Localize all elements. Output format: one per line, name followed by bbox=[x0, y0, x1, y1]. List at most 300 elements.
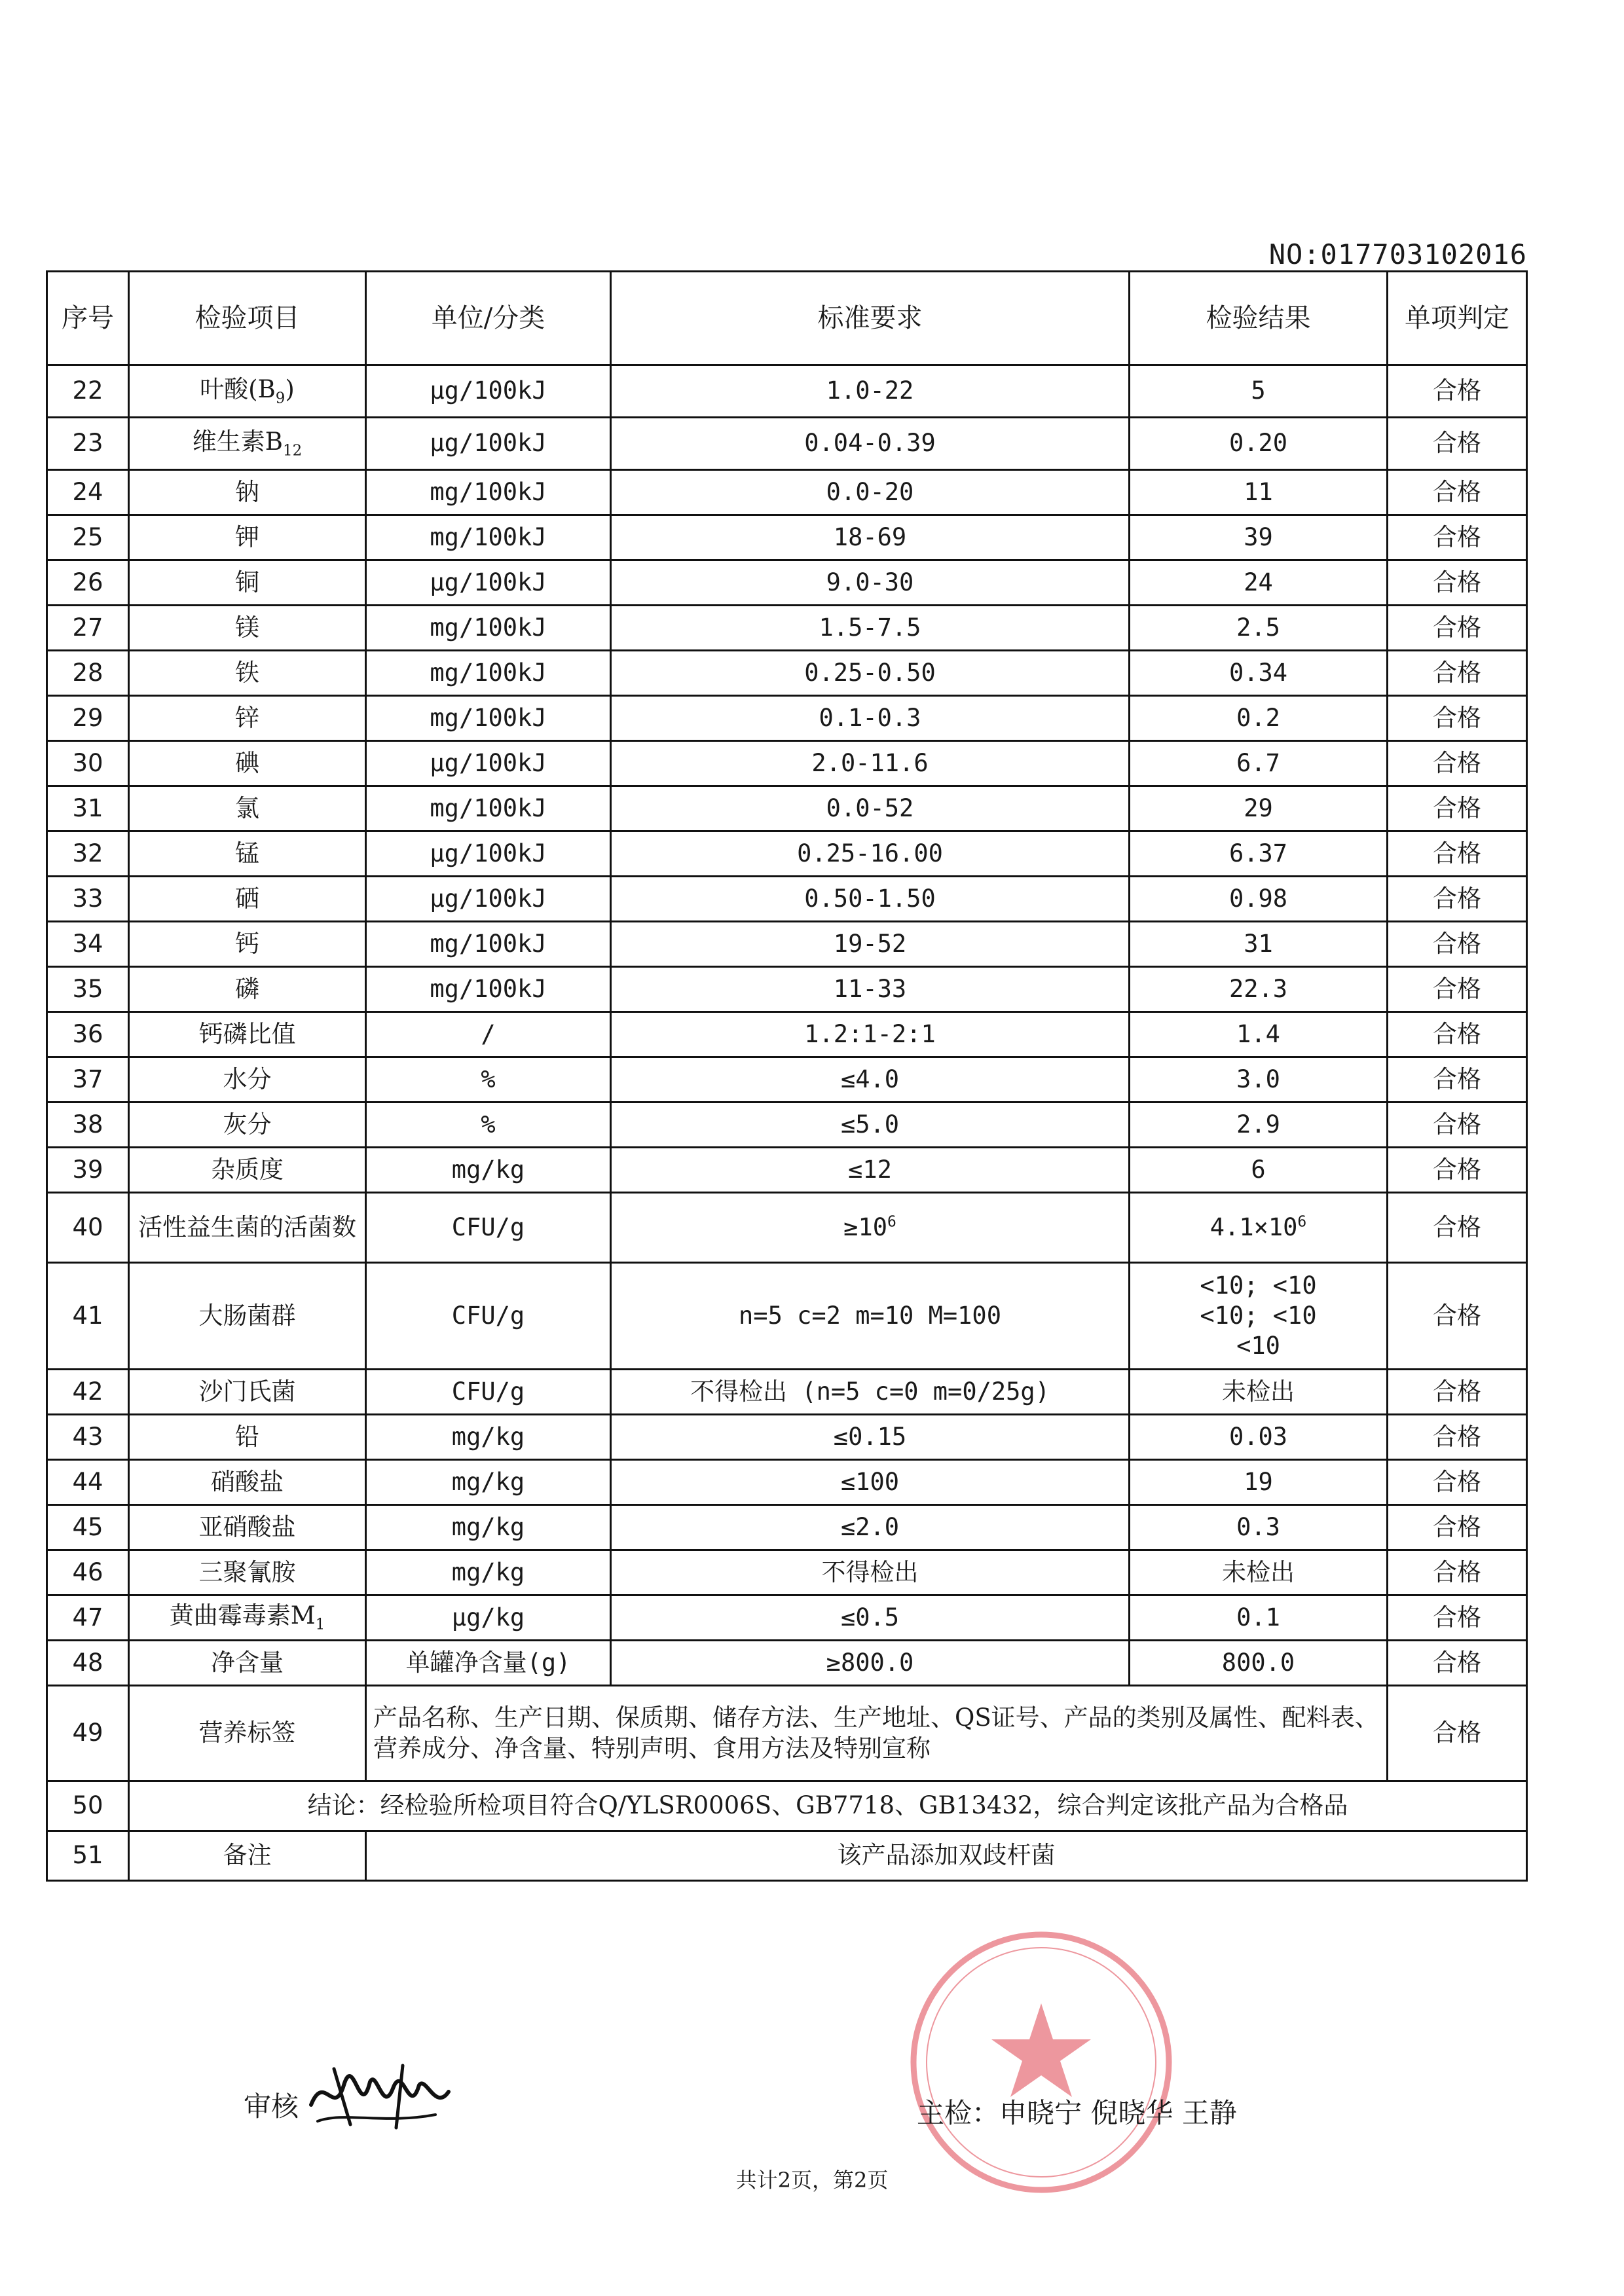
row-item: 备注 bbox=[129, 1831, 366, 1881]
table-row bbox=[47, 877, 1527, 922]
row-judgement bbox=[1388, 831, 1527, 877]
table-header-row bbox=[47, 272, 1527, 365]
row-unit-text: mg/100kJ bbox=[430, 613, 547, 642]
row-standard-text: 0.50-1.50 bbox=[804, 884, 936, 913]
row-unit-text: μg/100kJ bbox=[430, 429, 547, 458]
row-standard-text: ≤100 bbox=[840, 1467, 900, 1496]
item-suffix: ) bbox=[285, 374, 295, 403]
row-judgement bbox=[1388, 1415, 1527, 1460]
reviewer-label: 审核 bbox=[244, 2090, 299, 2123]
row-unit-text: mg/100kJ bbox=[430, 793, 547, 822]
table-row bbox=[47, 1415, 1527, 1460]
row-item-text: 净含量 bbox=[211, 1648, 284, 1677]
row-result bbox=[1130, 1415, 1388, 1460]
row-standard-text: ≥800.0 bbox=[826, 1648, 914, 1677]
row-judgement bbox=[1388, 1550, 1527, 1595]
table-row bbox=[47, 1102, 1527, 1148]
row-item-text: 氯 bbox=[235, 793, 259, 822]
row-no bbox=[47, 470, 129, 515]
row-no bbox=[47, 365, 129, 418]
table-row bbox=[47, 1370, 1527, 1415]
row-item bbox=[129, 1415, 366, 1460]
row-unit bbox=[366, 1102, 611, 1148]
row-no-text: 24 bbox=[72, 477, 103, 506]
row-judgement bbox=[1388, 877, 1527, 922]
official-seal bbox=[904, 1925, 1179, 2200]
row-no bbox=[47, 560, 129, 606]
page-info: 共计2页，第2页 bbox=[735, 2168, 889, 2193]
row-standard-text: 0.1-0.3 bbox=[819, 703, 921, 732]
row-item bbox=[129, 1550, 366, 1595]
row-unit-text: mg/kg bbox=[451, 1512, 525, 1541]
row-item bbox=[129, 967, 366, 1012]
row-judgement bbox=[1388, 1505, 1527, 1550]
row-judgement-text: 合格 bbox=[1433, 1422, 1481, 1451]
table-row bbox=[47, 1505, 1527, 1550]
row-no-text: 46 bbox=[72, 1558, 103, 1586]
row-unit bbox=[366, 741, 611, 786]
row-no bbox=[47, 515, 129, 560]
row-standard-text: 0.0-52 bbox=[826, 793, 914, 822]
row-result bbox=[1130, 1148, 1388, 1193]
row-unit-text: / bbox=[481, 1019, 496, 1048]
row-no-text: 30 bbox=[72, 748, 103, 777]
table-row bbox=[47, 470, 1527, 515]
row-no bbox=[47, 1102, 129, 1148]
row-result bbox=[1130, 651, 1388, 696]
row-standard bbox=[611, 1057, 1130, 1102]
row-no-text: 45 bbox=[72, 1512, 103, 1541]
row-unit bbox=[366, 1595, 611, 1641]
row-item-text: 灰分 bbox=[223, 1110, 272, 1139]
row-result-text: 800.0 bbox=[1221, 1648, 1295, 1677]
row-result-text: 24 bbox=[1244, 568, 1273, 596]
row-result-text: 0.34 bbox=[1228, 658, 1288, 687]
row-item-text: 钠 bbox=[235, 477, 259, 506]
row-judgement-text: 合格 bbox=[1433, 1019, 1481, 1048]
row-no bbox=[47, 877, 129, 922]
row-item-text: 大肠菌群 bbox=[198, 1301, 296, 1330]
row-no bbox=[47, 606, 129, 651]
row-judgement bbox=[1388, 967, 1527, 1012]
table-row bbox=[47, 1057, 1527, 1102]
row-standard bbox=[611, 922, 1130, 967]
row-judgement bbox=[1388, 606, 1527, 651]
row-item-text: 磷 bbox=[235, 974, 259, 1003]
header-item: 检验项目 bbox=[129, 272, 366, 365]
row-unit-text: % bbox=[481, 1110, 496, 1139]
row-result-text: 11 bbox=[1244, 477, 1273, 506]
row-no-text: 32 bbox=[72, 839, 103, 867]
row-item-text: 铁 bbox=[235, 658, 259, 687]
row-unit-text: % bbox=[481, 1065, 496, 1093]
row-standard bbox=[611, 418, 1130, 470]
row-result-text: 0.2 bbox=[1236, 703, 1280, 732]
row-result bbox=[1130, 877, 1388, 922]
row-unit-text: mg/100kJ bbox=[430, 929, 547, 958]
table-row bbox=[47, 1641, 1527, 1686]
row-unit-text: μg/100kJ bbox=[430, 839, 547, 867]
row-no-text: 22 bbox=[72, 376, 103, 405]
row-unit-text: mg/kg bbox=[451, 1558, 525, 1586]
row-standard-text: 0.04-0.39 bbox=[804, 429, 936, 458]
row-standard bbox=[611, 831, 1130, 877]
row-judgement-text: 合格 bbox=[1433, 1558, 1481, 1586]
row-item-text: 锰 bbox=[235, 839, 259, 867]
row-item-text: 杂质度 bbox=[211, 1155, 284, 1184]
row-no-text: 43 bbox=[72, 1422, 103, 1451]
row-result bbox=[1130, 1595, 1388, 1641]
row-result bbox=[1130, 1505, 1388, 1550]
row-no bbox=[47, 418, 129, 470]
table-row bbox=[47, 560, 1527, 606]
row-judgement bbox=[1388, 1370, 1527, 1415]
row-standard-text: ≤12 bbox=[848, 1155, 892, 1184]
row-no-text: 23 bbox=[72, 429, 103, 458]
row-standard-text: 0.0-20 bbox=[826, 477, 914, 506]
row-no bbox=[47, 1595, 129, 1641]
row-no-text: 27 bbox=[72, 613, 103, 642]
row-standard-text: 1.2:1-2:1 bbox=[804, 1019, 936, 1048]
row-judgement-text: 合格 bbox=[1433, 1467, 1481, 1496]
row-judgement-text: 合格 bbox=[1433, 1065, 1481, 1093]
row-item: 营养标签 bbox=[129, 1686, 366, 1781]
row-result-text: 0.3 bbox=[1236, 1512, 1280, 1541]
row-standard-text: ≤2.0 bbox=[840, 1512, 900, 1541]
table-row bbox=[47, 831, 1527, 877]
row-judgement-text: 合格 bbox=[1433, 1301, 1481, 1330]
row-no bbox=[47, 741, 129, 786]
row-result-text: 6.37 bbox=[1228, 839, 1288, 867]
row-item-text: 硒 bbox=[235, 884, 259, 913]
table-row bbox=[47, 1550, 1527, 1595]
row-item bbox=[129, 1102, 366, 1148]
result-superscript: 6 bbox=[1297, 1213, 1307, 1231]
row-item bbox=[129, 786, 366, 831]
row-item-text: 镁 bbox=[235, 613, 259, 642]
row-no bbox=[47, 1460, 129, 1505]
row-standard bbox=[611, 786, 1130, 831]
row-unit bbox=[366, 1057, 611, 1102]
row-unit-text: μg/kg bbox=[451, 1603, 525, 1631]
row-result-text: 未检出 bbox=[1222, 1377, 1295, 1406]
row-no bbox=[47, 1505, 129, 1550]
table-row bbox=[47, 651, 1527, 696]
table-row bbox=[47, 967, 1527, 1012]
row-no-text: 33 bbox=[72, 884, 103, 913]
row-no-text: 40 bbox=[72, 1212, 103, 1241]
row-unit-text: CFU/g bbox=[451, 1212, 525, 1241]
table-row bbox=[47, 1193, 1527, 1263]
row-standard bbox=[611, 1102, 1130, 1148]
row-no-text: 28 bbox=[72, 658, 103, 687]
row-judgement-text: 合格 bbox=[1433, 974, 1481, 1003]
row-standard bbox=[611, 1370, 1130, 1415]
row-unit-text: mg/100kJ bbox=[430, 522, 547, 551]
row-unit bbox=[366, 1263, 611, 1370]
row-no-text: 42 bbox=[72, 1377, 103, 1406]
row-result-text: 19 bbox=[1244, 1467, 1273, 1496]
row-result bbox=[1130, 1641, 1388, 1686]
row-judgement bbox=[1388, 651, 1527, 696]
row-standard bbox=[611, 741, 1130, 786]
row-no-text: 48 bbox=[72, 1648, 103, 1677]
row-unit-text: CFU/g bbox=[451, 1377, 525, 1406]
row-item bbox=[129, 831, 366, 877]
row-judgement bbox=[1388, 470, 1527, 515]
row-result bbox=[1130, 1263, 1388, 1370]
row-result-text: 29 bbox=[1244, 793, 1273, 822]
table-row bbox=[47, 1148, 1527, 1193]
row-judgement bbox=[1388, 1641, 1527, 1686]
row-item bbox=[129, 1263, 366, 1370]
row-standard bbox=[611, 1595, 1130, 1641]
row-item bbox=[129, 560, 366, 606]
row-unit bbox=[366, 1370, 611, 1415]
row-standard bbox=[611, 1550, 1130, 1595]
header-no: 序号 bbox=[47, 272, 129, 365]
row-item bbox=[129, 1641, 366, 1686]
table-row bbox=[47, 922, 1527, 967]
row-standard-text: 0.25-16.00 bbox=[797, 839, 943, 867]
row-standard-text: 18-69 bbox=[833, 522, 907, 551]
row-item-text: 硝酸盐 bbox=[211, 1467, 284, 1496]
row-judgement-text: 合格 bbox=[1433, 477, 1481, 506]
row-unit-text: mg/100kJ bbox=[430, 658, 547, 687]
table-row bbox=[47, 1595, 1527, 1641]
row-judgement bbox=[1388, 786, 1527, 831]
row-result bbox=[1130, 418, 1388, 470]
row-judgement: 合格 bbox=[1388, 1686, 1527, 1781]
row-no-text: 26 bbox=[72, 568, 103, 596]
row-unit bbox=[366, 560, 611, 606]
row-result-text: 6.7 bbox=[1236, 748, 1280, 777]
row-result-text: <10; <10 <10; <10 <10 bbox=[1200, 1271, 1317, 1360]
row-result-text: 0.98 bbox=[1228, 884, 1288, 913]
row-item-text: 黄曲霉毒素M bbox=[169, 1601, 316, 1630]
inspectors: 主检：申晓宁 倪晓华 王静 bbox=[917, 2097, 1237, 2129]
row-standard bbox=[611, 1148, 1130, 1193]
row-judgement-text: 合格 bbox=[1433, 1512, 1481, 1541]
row-no bbox=[47, 1057, 129, 1102]
row-unit-text: μg/100kJ bbox=[430, 376, 547, 405]
row-judgement-text: 合格 bbox=[1433, 613, 1481, 642]
row-standard bbox=[611, 1641, 1130, 1686]
row-standard bbox=[611, 651, 1130, 696]
row-item bbox=[129, 470, 366, 515]
header-judgement: 单项判定 bbox=[1388, 272, 1527, 365]
row-judgement-text: 合格 bbox=[1433, 1110, 1481, 1139]
row-no-text: 38 bbox=[72, 1110, 103, 1139]
row-result-text: 3.0 bbox=[1236, 1065, 1280, 1093]
row-standard bbox=[611, 1460, 1130, 1505]
row-item-text: 活性益生菌的活菌数 bbox=[138, 1212, 356, 1241]
row-item-text: 钙 bbox=[235, 929, 259, 958]
row-standard-text: n=5 c=2 m=10 M=100 bbox=[739, 1301, 1001, 1330]
row-standard bbox=[611, 606, 1130, 651]
item-subscript: 1 bbox=[315, 1616, 325, 1633]
table-row bbox=[47, 418, 1527, 470]
row-result-text: 31 bbox=[1244, 929, 1273, 958]
row-result bbox=[1130, 1460, 1388, 1505]
row-unit bbox=[366, 1193, 611, 1263]
row-item bbox=[129, 741, 366, 786]
row-no bbox=[47, 696, 129, 741]
row-no-text: 47 bbox=[72, 1603, 103, 1631]
row-judgement bbox=[1388, 1263, 1527, 1370]
row-result bbox=[1130, 786, 1388, 831]
row-judgement bbox=[1388, 741, 1527, 786]
row-no-text: 36 bbox=[72, 1019, 103, 1048]
row-standard-text: 9.0-30 bbox=[826, 568, 914, 596]
table-row bbox=[47, 1263, 1527, 1370]
row-unit-text: μg/100kJ bbox=[430, 884, 547, 913]
row-result bbox=[1130, 1193, 1388, 1263]
row-unit bbox=[366, 1415, 611, 1460]
row-item bbox=[129, 1193, 366, 1263]
row-unit bbox=[366, 365, 611, 418]
row-item-text: 碘 bbox=[235, 748, 259, 777]
row-result bbox=[1130, 1550, 1388, 1595]
row-no bbox=[47, 1370, 129, 1415]
table-row bbox=[47, 1460, 1527, 1505]
row-unit-text: mg/kg bbox=[451, 1467, 525, 1496]
row-judgement bbox=[1388, 515, 1527, 560]
row-item bbox=[129, 365, 366, 418]
row-standard-text: 1.0-22 bbox=[826, 376, 914, 405]
row-no: 51 bbox=[47, 1831, 129, 1881]
row-item-text: 亚硝酸盐 bbox=[198, 1512, 296, 1541]
row-item-text: 铜 bbox=[235, 568, 259, 596]
row-item-text: 水分 bbox=[223, 1065, 272, 1093]
row-unit bbox=[366, 922, 611, 967]
row-result-text: 6 bbox=[1251, 1155, 1266, 1184]
row-judgement bbox=[1388, 696, 1527, 741]
row-standard bbox=[611, 560, 1130, 606]
row-unit bbox=[366, 877, 611, 922]
row-judgement bbox=[1388, 1057, 1527, 1102]
row-no-text: 37 bbox=[72, 1065, 103, 1093]
row-unit bbox=[366, 1012, 611, 1057]
row-item bbox=[129, 1460, 366, 1505]
table-row bbox=[47, 365, 1527, 418]
row-no-text: 25 bbox=[72, 522, 103, 551]
row-no bbox=[47, 1415, 129, 1460]
row-result bbox=[1130, 831, 1388, 877]
row-unit bbox=[366, 606, 611, 651]
row-item bbox=[129, 606, 366, 651]
row-result bbox=[1130, 365, 1388, 418]
row-judgement bbox=[1388, 1102, 1527, 1148]
row-result-text: 0.20 bbox=[1228, 429, 1288, 458]
row-no bbox=[47, 967, 129, 1012]
row-unit-text: 单罐净含量(g) bbox=[405, 1648, 571, 1677]
row-unit-text: μg/100kJ bbox=[430, 748, 547, 777]
row-item-text: 沙门氏菌 bbox=[198, 1377, 296, 1406]
row-item bbox=[129, 922, 366, 967]
row-judgement-text: 合格 bbox=[1433, 1377, 1481, 1406]
row-unit bbox=[366, 418, 611, 470]
row-unit bbox=[366, 515, 611, 560]
row-judgement-text: 合格 bbox=[1433, 793, 1481, 822]
row-item bbox=[129, 1595, 366, 1641]
row-judgement-text: 合格 bbox=[1433, 1212, 1481, 1241]
row-standard-text: ≥10 bbox=[843, 1212, 887, 1241]
row-no-text: 31 bbox=[72, 793, 103, 822]
row-result bbox=[1130, 1012, 1388, 1057]
row-standard bbox=[611, 365, 1130, 418]
row-standard-text: 19-52 bbox=[833, 929, 907, 958]
row-no-text: 39 bbox=[72, 1155, 103, 1184]
row-judgement bbox=[1388, 1595, 1527, 1641]
row-unit bbox=[366, 1148, 611, 1193]
row-no bbox=[47, 1550, 129, 1595]
row-item bbox=[129, 418, 366, 470]
row-standard-text: 不得检出 (n=5 c=0 m=0/25g) bbox=[690, 1377, 1050, 1406]
row-item-text: 三聚氰胺 bbox=[198, 1558, 296, 1586]
row-unit bbox=[366, 651, 611, 696]
inspection-table bbox=[46, 270, 1528, 1882]
row-item bbox=[129, 877, 366, 922]
row-unit bbox=[366, 1550, 611, 1595]
row-unit-text: mg/kg bbox=[451, 1155, 525, 1184]
row-unit-text: μg/100kJ bbox=[430, 568, 547, 596]
standard-superscript: 6 bbox=[887, 1213, 896, 1231]
remark-text: 该产品添加双歧杆菌 bbox=[366, 1831, 1527, 1881]
row-item bbox=[129, 1012, 366, 1057]
row-result bbox=[1130, 1102, 1388, 1148]
table-row bbox=[47, 515, 1527, 560]
row-no bbox=[47, 651, 129, 696]
row-result bbox=[1130, 560, 1388, 606]
row-judgement-text: 合格 bbox=[1433, 1603, 1481, 1631]
table-row bbox=[47, 741, 1527, 786]
row-standard-text: 2.0-11.6 bbox=[811, 748, 929, 777]
row-unit-text: mg/100kJ bbox=[430, 703, 547, 732]
row-standard bbox=[611, 1263, 1130, 1370]
row-unit bbox=[366, 696, 611, 741]
row-no bbox=[47, 1263, 129, 1370]
row-no bbox=[47, 922, 129, 967]
row-result-text: 0.03 bbox=[1228, 1422, 1288, 1451]
row-unit bbox=[366, 967, 611, 1012]
table-body bbox=[47, 365, 1527, 1881]
row-result bbox=[1130, 1057, 1388, 1102]
row-standard bbox=[611, 877, 1130, 922]
row-no-text: 35 bbox=[72, 974, 103, 1003]
row-result bbox=[1130, 606, 1388, 651]
row-item-text: 锌 bbox=[235, 703, 259, 732]
row-result bbox=[1130, 922, 1388, 967]
row-judgement bbox=[1388, 1193, 1527, 1263]
row-no-text: 41 bbox=[72, 1301, 103, 1330]
row-standard-text: ≤4.0 bbox=[840, 1065, 900, 1093]
row-item bbox=[129, 696, 366, 741]
row-unit bbox=[366, 786, 611, 831]
header-standard: 标准要求 bbox=[611, 272, 1130, 365]
row-judgement-text: 合格 bbox=[1433, 884, 1481, 913]
row-no bbox=[47, 1148, 129, 1193]
row-judgement bbox=[1388, 365, 1527, 418]
row-item bbox=[129, 515, 366, 560]
row-unit bbox=[366, 1505, 611, 1550]
document-number: NO:017703102016 bbox=[1268, 238, 1527, 270]
row-no: 49 bbox=[47, 1686, 129, 1781]
item-subscript: 12 bbox=[283, 442, 303, 460]
row-no bbox=[47, 786, 129, 831]
row-no: 50 bbox=[47, 1781, 129, 1831]
row-unit bbox=[366, 470, 611, 515]
